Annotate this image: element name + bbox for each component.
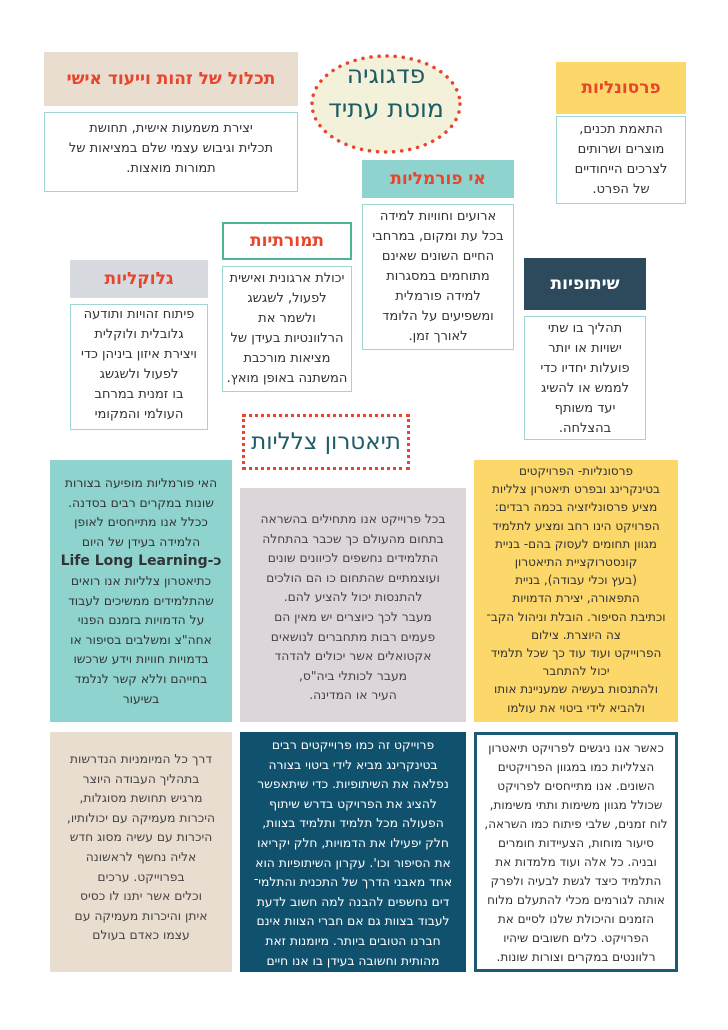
lilac-line: העיר או המדינה. [309,688,397,703]
personal-line: התאמת תכנים, [579,122,663,137]
glocal-box [70,304,208,430]
yellow-line: מגוון תחומים לעסוק בהם- בניית [495,536,657,551]
white-line: הזמנים והיכולת שלנו לסיים את [497,912,655,926]
informal-line: בכל עת ומקום, במרחבי [372,229,504,244]
yellow-line: מציע פרסונליזציה בכמה רבדים: [494,500,658,515]
yellow-line: (בעץ וכלי עבודה), בניית [515,573,637,588]
transform-line: ולשמר את [258,311,316,326]
deep-line: לעבוד בצוות גם אם חברי הצוות אינם [256,914,450,929]
informal-header: אי פורמליות [362,160,514,198]
beige-line: היכרות עם עשיה מסוג חדש [69,830,213,845]
yellow-line: התפאורה, יצירת הדמויות [512,591,640,606]
identity-line: תמורות מואצות. [126,161,216,176]
informal-line: ארועים וחוויות למידה [379,209,497,224]
deep-line: אחד מאבני הדרך של התכנית והתלמי־ [253,875,453,890]
lilac-line: בכל פרוייקט אנו מתחילים בהשראה [260,512,446,526]
lilac-line: פעמים רבות מתחברים לנושאים [270,629,436,644]
teal-line: בדמויות חוויות וידע שרכשו [73,652,209,667]
yellow-line: קונסטרוקציית התיאטרון [514,555,638,570]
informal-line: מתוחמים במסגרות [386,269,490,284]
beige-line: מרגיש תחושת מסוגלות, [79,791,203,806]
collab-line: ישויות או יותר [548,341,622,356]
deep-line: את הסיפור וכו'. עקרון השיתופיות הוא [255,855,451,870]
teal-line: הלמידה בעידן של היום [81,534,201,549]
teal-line: על הדמויות בזמנם הפנוי [77,613,205,628]
deep-teal-block [240,732,466,972]
white-line: רלוונטים במקרים וצורות שונות. [496,950,656,964]
collab-box [524,316,646,440]
white-line: ובניה. כל אלה ועוד מלמדות את [495,855,657,869]
teal-line: האי פורמליות מופיעה בצורות [64,476,218,490]
title-line-2: מוטת עתיד [328,94,444,123]
glocal-line: ויצירת איזון ביניהן כדי [81,347,197,362]
transform-line: הרלוונטיות בעידן של [230,331,344,346]
beige-line: דרך כל המיומניות הנדרשות [69,752,213,766]
white-line: אותה לגורמים מכלי להתעלם מלוח [487,893,665,907]
transform-box [222,266,352,392]
white-block [474,732,678,972]
informal-line: ומשפיעים על הלומד [382,309,494,324]
teal-block [50,460,232,722]
identity-line: יצירת משמעות אישית, תחושת [89,121,253,136]
lilac-line: ועוצמתיים שהתחום כו הם הולכים [266,570,440,585]
deep-line: דים נחשפים להבנה למה חשוב לדעת [256,894,450,909]
teal-line: בחייהם וללא קשר לנלמד [74,671,208,686]
deep-line: נפלאה את השיתופיות. כדי שיתאפשר [257,777,449,792]
lilac-block [240,488,466,722]
glocal-line: העולמי והמקומי [94,407,184,422]
beige-line: היכרות מעמיקה עם יכולותיו, [66,810,216,825]
yellow-line: פרסונליות- הפרויקטים [519,464,633,478]
deep-line: בטינקרינג מביא לידי ביטוי בצורה [268,757,438,772]
beige-block [50,732,232,972]
teal-line: כ-Life Long Learning [60,553,222,570]
lilac-line: התלמידים נחשפים לכיוונים שונים [267,551,439,566]
white-line: הפרויקט. כלים חשובים שיהיו [503,931,649,945]
glocal-line: בו זמנית במרחב [94,387,184,402]
beige-line: בפרוייקט. ערכים [97,869,185,884]
beige-line: וכלים אשר יתנו לו כסיס [80,889,202,904]
identity-header: תכלול של זהות וייעוד אישי [44,52,298,106]
informal-line: לאורך זמן. [408,329,468,344]
personal-line: לצרכים הייחודיים [574,162,668,177]
personal-header: פרסונליות [556,62,686,114]
teal-line: בשיעור [122,691,160,706]
teal-line: שהתלמידים ממשיכים לעבוד [68,593,214,608]
transform-line: מציאות מורכבת [243,351,331,366]
identity-line: תכלית וגיבוש עצמי שלם במציאות של [68,141,274,156]
lilac-line: מעבר לכך כיוצרים יש מאין הם [274,609,432,624]
white-line: הצלליות כמו במגוון הפרויקטים [497,760,655,774]
theatre-title: תיאטרון צלליות [242,414,410,470]
identity-box [44,112,298,192]
deep-line: פרוייקט זה כמו פרוייקטים רבים [271,738,435,752]
white-line: לוח זמנים, שלבי פיתוח כמו השראה, [484,817,668,831]
deep-line: חברנו הטובים ביותר. מיומנות זאת [265,933,441,948]
beige-line: איתן והיכרות מעמיקה עם [74,908,208,923]
yellow-line: יכול להתחבר [542,664,610,679]
deep-line: להציג את הפרויקט בדרש שיתוף [269,796,437,811]
collab-line: לממש או להשיג [540,381,630,396]
deep-line: חלק יפעילו את הדמויות, חלק יקריאו [257,835,449,850]
deep-line: הפעולה מכל תלמיד ותלמיד בצוות, [262,816,444,831]
teal-line: אחה"צ ומשלבים בסיפור או [70,632,212,647]
informal-line: החיים השונים שאינם [381,249,495,264]
white-line: שכולל מגוון משימות ותתי משימות, [489,798,663,812]
yellow-line: הפרויקט הינו רחב ומציע לתלמיד [492,518,660,533]
collab-line: פועלות יחדיו כדי [540,361,630,376]
lilac-line: להתנסות יכול להציע להם. [283,590,423,605]
lilac-line: מעבר לכותלי ביה"ס, [298,668,408,683]
yellow-block [474,460,678,722]
beige-line: אליה נחשף לראשונה [85,849,197,864]
beige-line: עצמו כאדם בעולם [92,928,190,943]
transform-line: המשתנה באופן מואץ. [226,371,348,386]
white-line: התלמיד כיצד לגשת לבעיה ולפרק [490,874,662,888]
yellow-line: ולהביא לידי ביטוי את עולמו [507,700,645,715]
deep-line: מהותית וחשובה בעידן בו אנו חיים [266,953,440,968]
personal-line: מוצרים ושרותים [577,142,665,157]
teal-line: כתיאטרון צלליות אנו רואים [70,573,212,588]
yellow-line: הפרוייקט ועוד עוד כך שכל תלמיד [490,646,662,661]
transform-line: יכולת ארגונית ואישית [229,271,345,286]
collab-header: שיתופיות [524,258,646,310]
beige-line: בתהליך העבודה היוצר [82,771,200,786]
yellow-line: צה היוצרת. צילום [531,627,621,642]
personal-box [556,116,686,204]
personal-line: של הפרט. [592,182,650,197]
collab-line: בהצלחה. [558,421,612,436]
glocal-line: לפעול ולשגשג [99,367,179,382]
collab-line: יעד משותף [554,401,616,416]
transform-line: לפעול, לשגשג [247,291,327,306]
teal-line: שונות במקרים רבים בסדנה. [68,495,214,510]
informal-line: למידה פורמלית [395,289,481,304]
glocal-header: גלוקליות [70,260,208,298]
title-line-1: פדגוגיה [346,60,426,89]
informal-box [362,204,514,350]
yellow-line: ולהתנסות בעשיה שמעניינת אותו [494,682,658,697]
transform-header: תמורתיות [222,222,352,260]
teal-line: ככלל אנו מתייחסים לאופן [74,515,208,530]
lilac-line: אקטואלים אשר יכולים להדהד [274,649,432,664]
collab-line: תהליך בו שתי [547,321,623,336]
yellow-line: בטינקרינג ובפרט תיאטרון צלליות [492,482,660,497]
white-line: השונים. אנו מתייחסים לפרויקט [497,779,655,793]
lilac-line: בתחום מהעולם כך שכבר בהתחלה [262,531,444,546]
yellow-line: וכתיבת הסיפור. הובלת וניהול הקב־ [486,609,666,624]
white-line: כאשר אנו ניגשים לפרויקט תיאטרון [488,741,664,755]
page-title [308,58,464,126]
glocal-line: פיתוח זהויות ותודעה [83,307,195,322]
white-line: סיעור מוחות, הצעיידות חומרים [498,836,654,850]
glocal-line: גלובלית ולוקלית [94,327,184,342]
